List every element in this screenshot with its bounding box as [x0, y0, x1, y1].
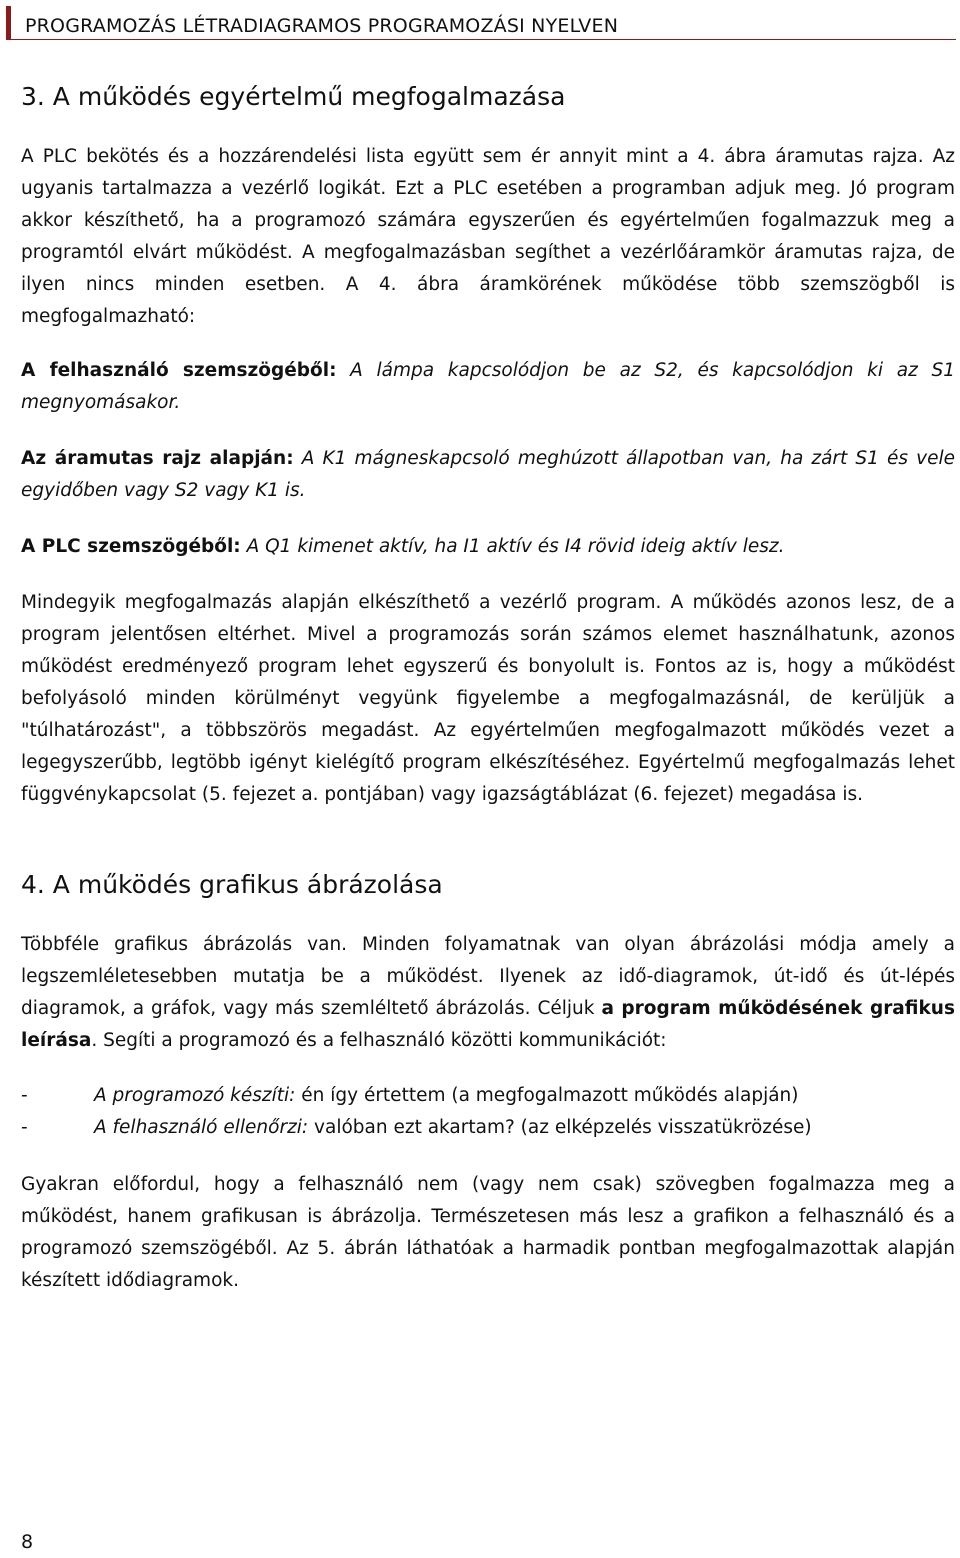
section-4-heading: 4. A működés grafikus ábrázolása — [21, 870, 443, 899]
user-perspective-paragraph — [21, 355, 955, 419]
running-header-title: PROGRAMOZÁS LÉTRADIAGRAMOS PROGRAMOZÁSI NYELVEN — [25, 15, 619, 37]
section-3-summary-paragraph: Mindegyik megfogalmazás alapján elkészíthető a vezérlő program. A működés azonos lesz, de a program jelentősen eltérhet. Mivel a programozás során számos elemet használhatunk, azonos működést eredményező program lehet egyszerű és bonyolult is. Fontos az is, hogy a működést befolyásoló minden körülményt vegyünk figyelembe a megfogalmazásnál, de kerüljük a "túlhatározást", a többszörös megadást. Az egyértelműen megfogalmazott működés vezet a legegyszerűbb, legtöbb igényt kielégítő program elkészítéséhez. Egyértelmű megfogalmazás lehet függvénykapcsolat (5. fejezet a. pontjában) vagy igazságtáblázat (6. fejezet) megadása is. — [21, 592, 955, 805]
section-4-intro-text: Többféle grafikus ábrázolás van. Minden folyamatnak van olyan ábrázolási módja amely a legszemléletesebben mutatja be a működést. Ilyenek az idő-diagramok, út-idő és út-lépés diagramok, a gráfok, vagy más szemléltető ábrázolás. Céljuk — [21, 934, 955, 1019]
user-perspective-text: A lámpa kapcsolódjon be az S2, és kapcsolódjon ki az S1 megnyomásakor. — [21, 360, 955, 413]
plc-perspective-paragraph — [21, 531, 955, 563]
list-dash: - — [21, 1117, 28, 1138]
circuit-perspective-text: A K1 mágneskapcsoló meghúzott állapotban van, ha zárt S1 és vele egyidőben vagy S2 vagy K1 is. — [21, 448, 955, 501]
section-3-intro-paragraph: A PLC bekötés és a hozzárendelési lista együtt sem ér annyit mint a 4. ábra áramutas rajza. Az ugyanis tartalmazza a vezérlő logikát. Ezt a PLC esetében a programban adjuk meg. Jó program akkor készíthető, ha a programozó számára egyszerűen és egyértelműen fogalmazzuk meg a programtól elvárt működést. A megfogalmazásban segíthet a vezérlőáramkör áramutas rajza, de ilyen nincs minden esetben. A 4. ábra áramkörének működése több szemszögből is megfogalmazható: — [21, 146, 955, 327]
list-item — [21, 1112, 812, 1144]
list-item-label: A programozó készíti: — [94, 1085, 296, 1106]
list-dash: - — [21, 1085, 28, 1106]
plc-perspective-text: A Q1 kimenet aktív, ha I1 aktív és I4 rövid ideig aktív lesz. — [240, 536, 785, 557]
section-4-closing-paragraph: Gyakran előfordul, hogy a felhasználó nem (vagy nem csak) szövegben fogalmazza meg a működést, hanem grafikusan is ábrázolja. Természetesen más lesz a grafikon a felhasználó és a programozó szemszögéből. Az 5. ábrán láthatóak a harmadik pontban megfogalmazottak alapján készített idődiagramok. — [21, 1174, 955, 1291]
list-item — [21, 1080, 799, 1112]
circuit-perspective-label: Az áramutas rajz alapján: — [21, 448, 294, 469]
section-3-heading: 3. A működés egyértelmű megfogalmazása — [21, 82, 566, 111]
circuit-perspective-paragraph — [21, 443, 955, 507]
list-item-text: én így értettem (a megfogalmazott működés alapján) — [295, 1085, 799, 1106]
plc-perspective-label: A PLC szemszögéből: — [21, 536, 241, 557]
list-item-label: A felhasználó ellenőrzi: — [94, 1117, 309, 1138]
user-perspective-label: A felhasználó szemszögéből: — [21, 360, 337, 381]
list-item-text: valóban ezt akartam? (az elképzelés visszatükrözése) — [308, 1117, 812, 1138]
running-header — [6, 6, 956, 40]
section-4-intro-bold: a program működésének grafikus leírása — [21, 998, 955, 1051]
page-number: 8 — [21, 1531, 34, 1553]
section-4-intro-paragraph — [21, 929, 955, 1057]
section-4-intro-tail: . Segíti a programozó és a felhasználó közötti kommunikációt: — [91, 1030, 667, 1051]
